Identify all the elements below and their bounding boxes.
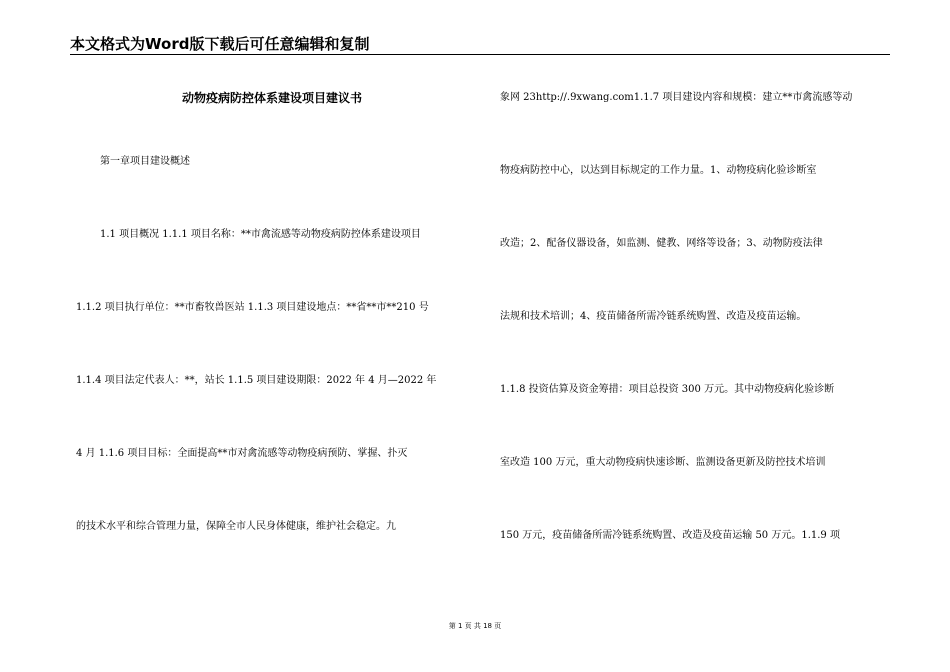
text-line: 象网 23http://.9xwang.com1.1.7 项目建设内容和规模：建立**市禽流感等动 (500, 92, 853, 103)
right-column (500, 90, 892, 601)
header-divider (70, 54, 890, 55)
text-line: 1.1.8 投资估算及资金筹措：项目总投资 300 万元。其中动物疫病化验诊断 (500, 384, 835, 395)
text-line: 物疫病防控中心，以达到目标规定的工作力量。1、动物疫病化验诊断室 (500, 165, 817, 176)
text-line: 1.1.2 项目执行单位：**市畜牧兽医站 1.1.3 项目建设地点：**省**市**210 号 (76, 302, 429, 313)
text-line: 1.1 项目概况 1.1.1 项目名称：**市禽流感等动物疫病防控体系建设项目 (100, 229, 421, 240)
text-line: 室改造 100 万元，重大动物疫病快速诊断、监测设备更新及防控技术培训 (500, 457, 826, 468)
text-line: 150 万元，疫苗储备所需冷链系统购置、改造及疫苗运输 50 万元。1.1.9 项 (500, 530, 840, 541)
chapter-heading: 第一章项目建设概述 (100, 156, 190, 167)
left-column (76, 90, 468, 592)
text-line: 1.1.4 项目法定代表人：**，站长 1.1.5 项目建设期限：2022 年 4 月—2022 年 (76, 375, 437, 386)
text-line: 4 月 1.1.6 项目目标：全面提高**市对禽流感等动物疫病预防、掌握、扑灭 (76, 448, 408, 459)
download-banner-text: 本文格式为Word版下载后可任意编辑和复制 (70, 35, 370, 53)
document-title: 动物疫病防控体系建设项目建议书 (181, 91, 362, 105)
text-line: 的技术水平和综合管理力量，保障全市人民身体健康，维护社会稳定。九 (76, 521, 396, 532)
text-line: 改造；2、配备仪器设备，如监测、健教、网络等设备；3、动物防疫法律 (500, 238, 823, 249)
text-line: 法规和技术培训；4、疫苗储备所需冷链系统购置、改造及疫苗运输。 (500, 311, 807, 322)
page-number: 第 1 页 共 18 页 (448, 622, 502, 630)
